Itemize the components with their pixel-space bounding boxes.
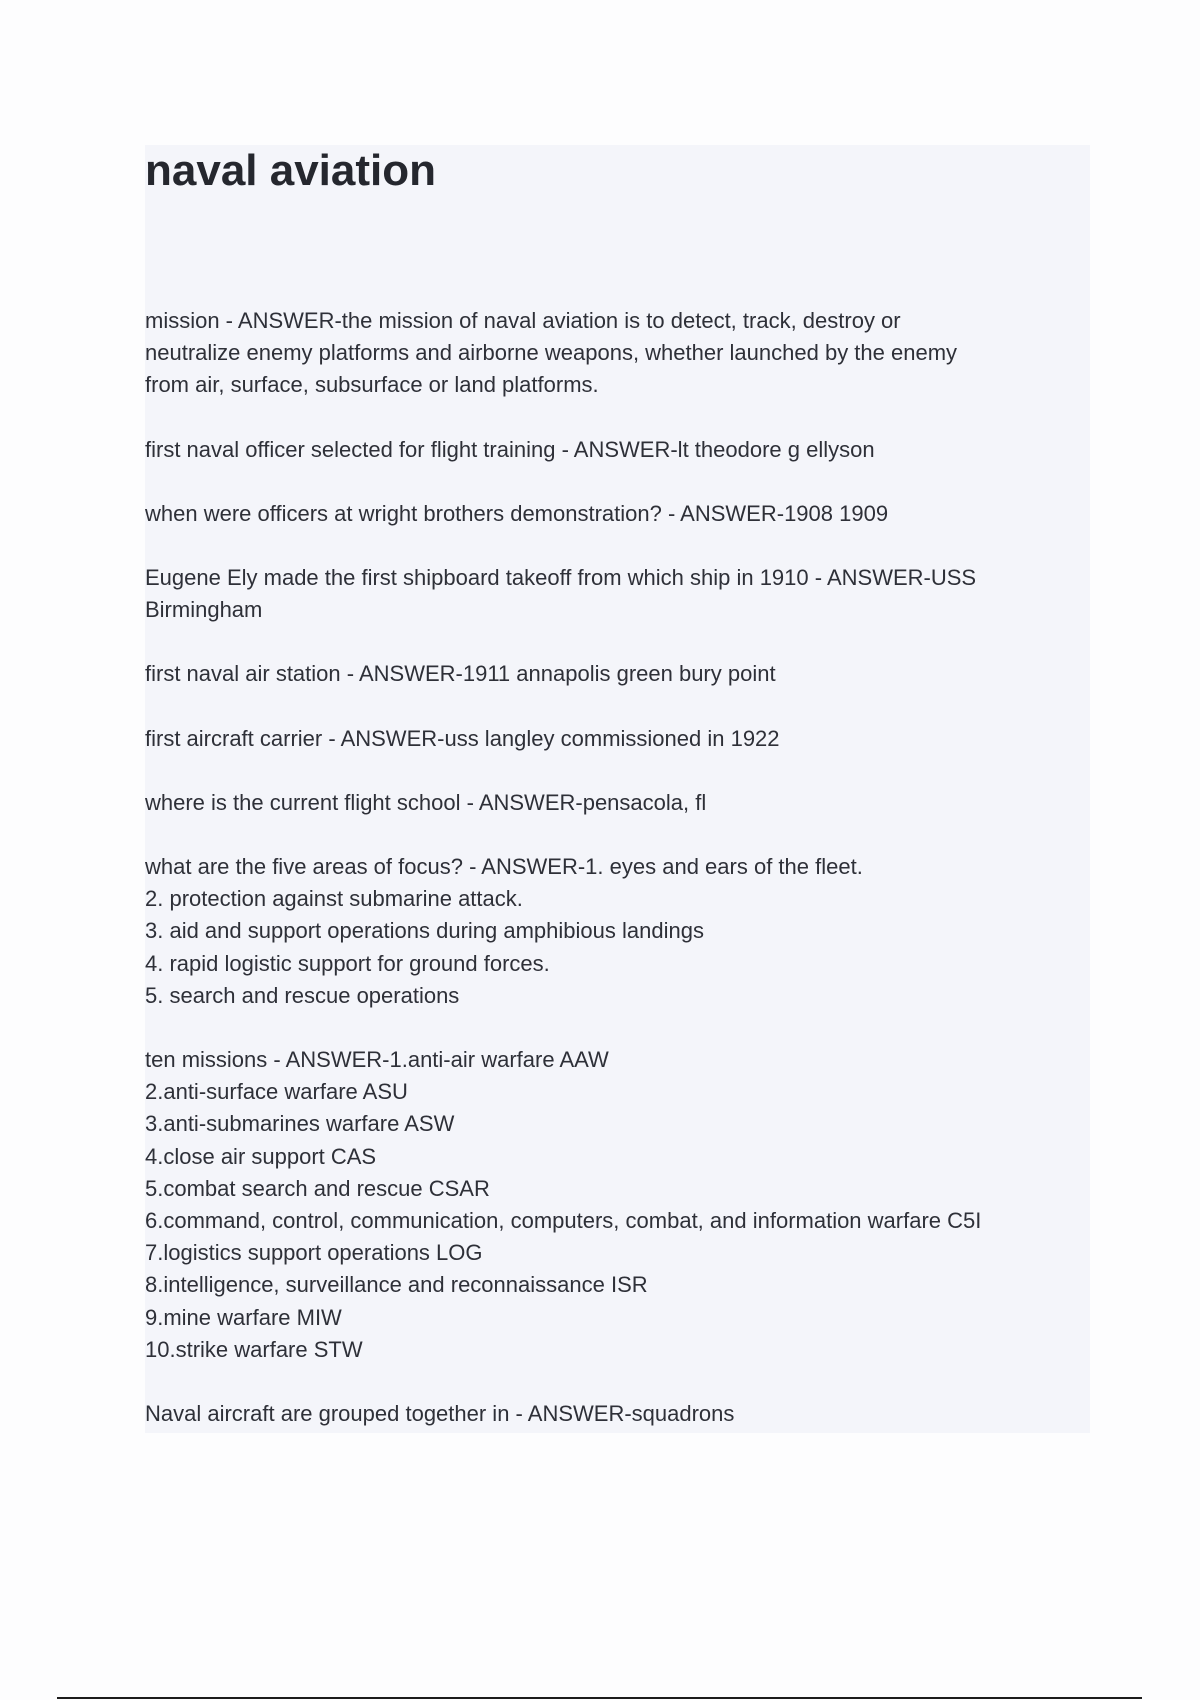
qa-item [145,787,1090,819]
qa-line: from air, surface, subsurface or land platforms. [145,372,599,398]
qa-item [145,723,1090,755]
qa-line: first aircraft carrier - ANSWER-uss langley commissioned in 1922 [145,725,780,751]
qa-line: 5. search and rescue operations [145,982,460,1008]
qa-line: 3.anti-submarines warfare ASW [145,1111,455,1137]
qa-line: 2. protection against submarine attack. [145,886,523,912]
qa-line: 3. aid and support operations during amphibious landings [145,918,704,944]
qa-line: Eugene Ely made the first shipboard takeoff from which ship in 1910 - ANSWER-USS [145,565,977,591]
qa-line: when were officers at wright brothers demonstration? - ANSWER-1908 1909 [145,500,889,526]
qa-line: what are the five areas of focus? - ANSWER-1. eyes and ears of the fleet. [145,854,863,880]
qa-item [145,1044,1090,1366]
qa-line: where is the current flight school - ANSWER-pensacola, fl [145,789,707,815]
qa-item [145,434,1090,466]
qa-line: 4.close air support CAS [145,1143,377,1169]
qa-line: ten missions - ANSWER-1.anti-air warfare AAW [145,1047,609,1073]
qa-line: 10.strike warfare STW [145,1336,363,1362]
qa-line: 8.intelligence, surveillance and reconnaissance ISR [145,1272,648,1298]
qa-line: 6.command, control, communication, computers, combat, and information warfare C5I [145,1208,982,1234]
qa-line: first naval officer selected for flight training - ANSWER-lt theodore g ellyson [145,436,875,462]
qa-line: 2.anti-surface warfare ASU [145,1079,408,1105]
page-title: naval aviation [145,146,437,195]
footer-divider [57,1697,1142,1699]
qa-line: Naval aircraft are grouped together in - ANSWER-squadrons [145,1401,735,1427]
qa-line: first naval air station - ANSWER-1911 annapolis green bury point [145,661,776,687]
qa-line: 4. rapid logistic support for ground forces. [145,950,550,976]
qa-line: 5.combat search and rescue CSAR [145,1175,490,1201]
qa-item [145,1398,1090,1430]
qa-item [145,851,1090,1012]
qa-line: neutralize enemy platforms and airborne weapons, whether launched by the enemy [145,340,958,366]
qa-line: Birmingham [145,597,263,623]
qa-line: 7.logistics support operations LOG [145,1240,483,1266]
qa-item [145,498,1090,530]
qa-line: mission - ANSWER-the mission of naval aviation is to detect, track, destroy or [145,308,901,333]
qa-line: 9.mine warfare MIW [145,1304,342,1330]
qa-item [145,305,1090,402]
qa-list [145,305,1090,1462]
qa-item [145,658,1090,690]
qa-item [145,562,1090,626]
